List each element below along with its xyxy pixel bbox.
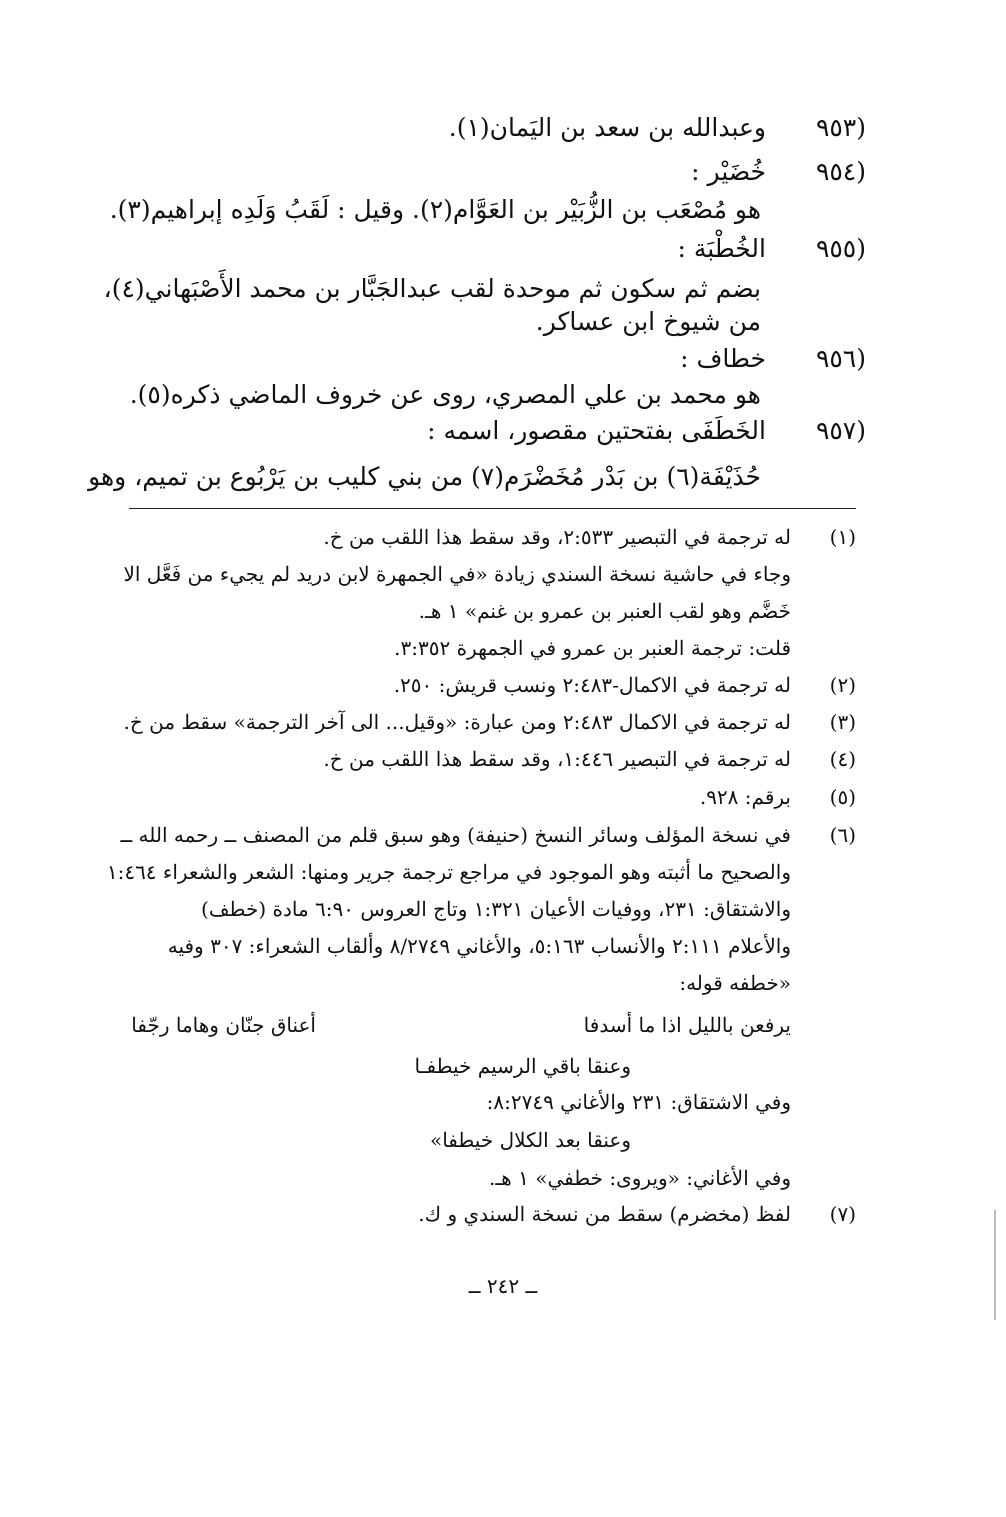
footnote-line: والأعلام ٢:١١١ والأنساب ٥:١٦٣، والأغاني ٨/٢٧٤٩ وألقاب الشعراء: ٣٠٧ وفيه bbox=[167, 934, 791, 958]
footnote-marker: (٤) bbox=[829, 747, 856, 771]
verse-line: وعنقا باقي الرسيم خيطفـا bbox=[414, 1054, 631, 1078]
footnote-line: والصحيح ما أثبته وهو الموجود في مراجع ترجمة جرير ومنها: الشعر والشعراء ١:٤٦٤ bbox=[106, 860, 791, 884]
footnote-marker: (٧) bbox=[829, 1202, 856, 1226]
footnote-marker: (٥) bbox=[829, 785, 856, 809]
verse-hemistich-right: يرفعن بالليل اذا ما أسدفا bbox=[583, 1013, 791, 1037]
entry-number: ٩٥٣) bbox=[815, 113, 866, 142]
entry-heading: الخَطَفَى بفتحتين مقصور، اسمه : bbox=[427, 416, 766, 445]
footnote-line: له ترجمة في الاكمال-٢:٤٨٣ ونسب قريش: ٢٥٠. bbox=[393, 673, 791, 697]
entry-heading: خطاف : bbox=[680, 344, 766, 373]
verse-line: وفي الاشتقاق: ٢٣١ والأغاني ٨:٢٧٤٩: bbox=[486, 1090, 791, 1114]
footnote-line: له ترجمة في التبصير ٢:٥٣٣، وقد سقط هذا اللقب من خ. bbox=[323, 525, 791, 549]
footnote-line: والاشتقاق: ٢٣١، ووفيات الأعيان ١:٣٢١ وتاج العروس ٦:٩٠ مادة (خطف) bbox=[201, 897, 791, 921]
entry-body-line: حُذَيْفَة(٦) بن بَدْر مُخَضْرَم(٧) من بني كليب بن يَرْبُوع بن تميم، وهو bbox=[88, 462, 761, 491]
entry-body-line: من شيوخ ابن عساكر. bbox=[535, 307, 761, 336]
footnote-line: وجاء في حاشية نسخة السندي زيادة «في الجمهرة لابن دريد لم يجيء من فَعَّل الا bbox=[123, 562, 791, 586]
verse-line: وعنقا بعد الكلال خيطفا» bbox=[429, 1128, 631, 1152]
entry-body-line: هو محمد بن علي المصري، روى عن خروف الماضي ذكره(٥). bbox=[129, 380, 761, 409]
verse-line: وفي الأغاني: «ويروى: خطفي» ١ هـ. bbox=[488, 1166, 791, 1190]
footnote-line: برقم: ٩٢٨. bbox=[699, 785, 791, 809]
footnote-line: لفظ (مخضرم) سقط من نسخة السندي و ك. bbox=[418, 1202, 791, 1226]
footnote-marker: (٢) bbox=[829, 673, 856, 697]
entry-number: ٩٥٧) bbox=[815, 416, 866, 445]
entry-number: ٩٥٤) bbox=[815, 157, 866, 186]
entry-body-line: هو مُصْعَب بن الزُّبَيْر بن العَوَّام(٢). وقيل : لَقَبُ وَلَدِه إبراهيم(٣). bbox=[109, 195, 761, 224]
footnote-marker: (٦) bbox=[829, 823, 856, 847]
footnote-separator bbox=[129, 508, 856, 509]
footnote-line: «خطفه قوله: bbox=[679, 971, 791, 995]
footnote-marker: (٣) bbox=[829, 710, 856, 734]
footnote-line: في نسخة المؤلف وسائر النسخ (حنيفة) وهو سبق قلم من المصنف ــ رحمه الله ــ bbox=[120, 823, 791, 847]
footnote-line: له ترجمة في التبصير ١:٤٤٦، وقد سقط هذا اللقب من خ. bbox=[323, 747, 791, 771]
scan-edge bbox=[994, 1210, 996, 1320]
entry-body-line: بضم ثم سكون ثم موحدة لقب عبدالجَبَّار بن محمد الأَصْبَهاني(٤)، bbox=[103, 274, 761, 303]
entry-heading: خُضَيْر : bbox=[691, 157, 766, 186]
footnote-line: له ترجمة في الاكمال ٢:٤٨٣ ومن عبارة: «وقيل... الى آخر الترجمة» سقط من خ. bbox=[123, 710, 791, 734]
entry-heading: وعبدالله بن سعد بن اليَمان(١). bbox=[448, 113, 766, 142]
footnote-line: خَضَّم وهو لقب العنبر بن عمرو بن غنم» ١ هـ. bbox=[418, 599, 791, 623]
entry-number: ٩٥٦) bbox=[815, 344, 866, 373]
footnote-marker: (١) bbox=[829, 525, 856, 549]
page-number: ــ ٢٤٢ ــ bbox=[468, 1274, 538, 1298]
verse-hemistich-left: أعناق جنّان وهاما رجّفا bbox=[131, 1013, 316, 1037]
entry-number: ٩٥٥) bbox=[815, 234, 866, 263]
footnote-line: قلت: ترجمة العنبر بن عمرو في الجمهرة ٣:٣٥٢. bbox=[394, 636, 791, 660]
entry-heading: الخُطْبَة : bbox=[677, 234, 766, 263]
